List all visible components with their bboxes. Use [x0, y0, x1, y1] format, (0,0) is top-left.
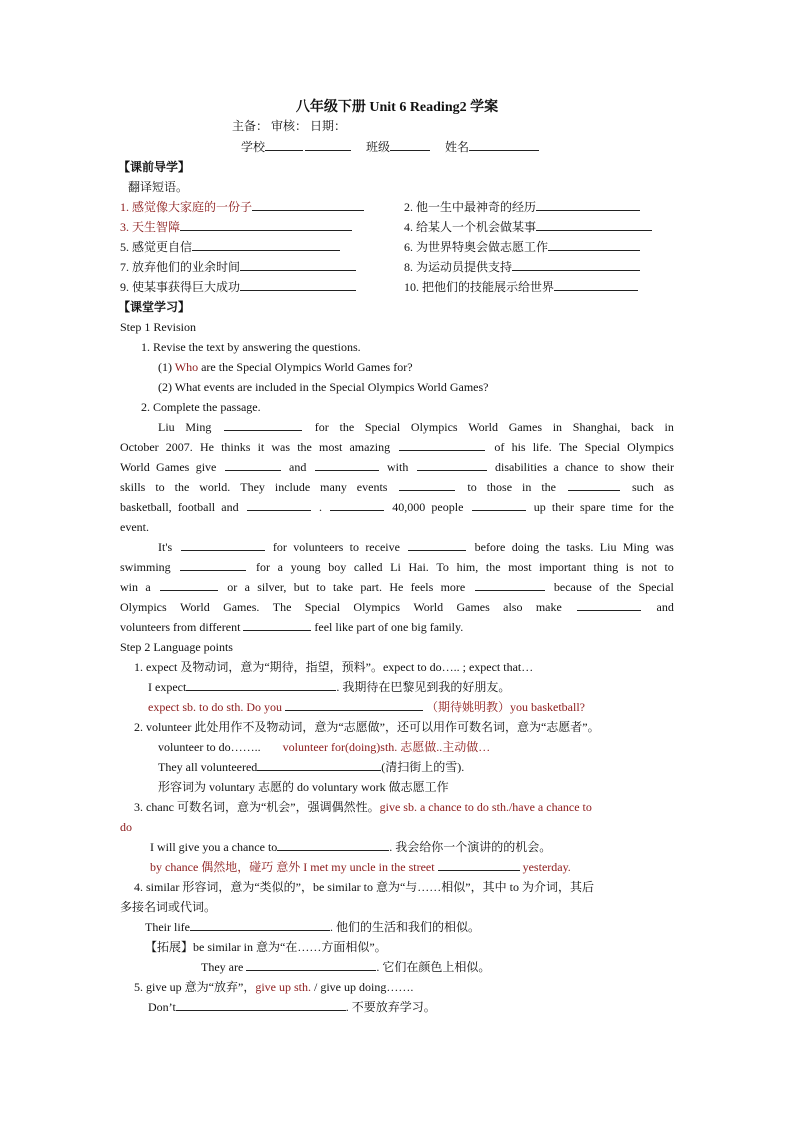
passage-word: Olympics [353, 600, 401, 614]
passage-word: Olympics [410, 420, 458, 434]
passage-word: also [503, 600, 523, 614]
phrase-item-7: 7. 放弃他们的业余时间 [120, 259, 356, 275]
passage-word: his [511, 440, 526, 454]
passage-word: to [155, 480, 165, 494]
passage-word: because [553, 580, 592, 594]
passage-word: Ming [622, 540, 649, 554]
passage-word: it [257, 440, 265, 454]
passage-line [120, 579, 674, 595]
answer-blank[interactable] [536, 219, 652, 231]
phrase-item-10: 10. 把他们的技能展示给世界 [404, 279, 638, 295]
passage-word: thinks [221, 440, 251, 454]
passage-word: They [240, 480, 265, 494]
passage-word: Games. [223, 600, 260, 614]
answer-blank[interactable] [512, 259, 640, 271]
passage-word: to [664, 560, 674, 574]
point-3-continued: do [120, 820, 132, 834]
passage-word: tasks. [566, 540, 594, 554]
passage-word: skills [120, 480, 146, 494]
passage-word: the [616, 580, 632, 594]
passage-word: back [631, 420, 654, 434]
passage-word: in [664, 420, 674, 434]
passage-word: volunteers [293, 540, 344, 554]
passage-word: more [440, 580, 466, 594]
passage-word: world. [199, 480, 231, 494]
passage-word: time [611, 500, 633, 514]
passage-word: 40,000 [392, 500, 426, 514]
passage-word: Special [304, 600, 341, 614]
passage-word: the [297, 440, 312, 454]
passage-line [120, 459, 674, 475]
passage-word: . [318, 500, 322, 514]
answer-blank[interactable] [252, 199, 364, 211]
passage-word: most [508, 560, 532, 574]
point-2-example: They all volunteered (清扫街上的雪). [158, 760, 465, 774]
passage-word: important [539, 560, 586, 574]
point-5-example: Don’t . 不要放弃学习。 [148, 1000, 436, 1014]
passage-word: the [659, 500, 674, 514]
passage-line [120, 599, 674, 615]
passage-word: basketball, [120, 500, 172, 514]
phrase-item-5: 5. 感觉更自信 [120, 239, 340, 255]
passage-word: He [199, 440, 214, 454]
answer-blank[interactable] [472, 499, 526, 511]
answer-blank[interactable] [330, 499, 384, 511]
step1-task1: 1. Revise the text by answering the questions. [141, 340, 361, 354]
passage-word: amazing [349, 440, 391, 454]
translate-instruction: 翻译短语。 [128, 180, 189, 194]
passage-word: Games [156, 460, 190, 474]
answer-blank[interactable] [475, 579, 545, 591]
answer-blank[interactable] [225, 459, 281, 471]
passage-word: and [289, 460, 307, 474]
passage-word: It's [158, 540, 173, 554]
passage-word: called [353, 560, 383, 574]
point-1: 1. expect 及物动词，意为“期待，指望，预料”。expect to do….. ; expect that… [134, 660, 534, 674]
passage-word: and [656, 600, 674, 614]
point-2-usage: volunteer to do…….. volunteer for(doing)sth. 志愿做..主动做… [158, 740, 491, 754]
answer-blank[interactable] [180, 219, 352, 231]
passage-word: to [349, 540, 359, 554]
passage-word: for [255, 560, 270, 574]
passage-word: 2007. [165, 440, 193, 454]
passage-word: take [333, 580, 354, 594]
point-3-by-chance: by chance 偶然地，碰巧 意外 I met my uncle in the street yesterday. [150, 860, 571, 874]
passage-word: events [356, 480, 388, 494]
passage-word: a [145, 580, 151, 594]
answer-blank[interactable] [246, 959, 376, 971]
passage-word: their [651, 460, 674, 474]
passage-word: the [545, 540, 561, 554]
passage-word: of [599, 580, 610, 594]
answer-blank[interactable] [577, 599, 641, 611]
passage-line-end: event. [120, 520, 149, 534]
passage-word: was [271, 440, 291, 454]
phrase-item-2: 2. 他一生中最神奇的经历 [404, 199, 640, 215]
point-4: 4. similar 形容词，意为“类似的”，be similar to 意为“与……相似”，其中 to 为介词，其后 [134, 880, 594, 894]
passage-word: disabilities [495, 460, 547, 474]
passage-word: football [177, 500, 216, 514]
answer-blank[interactable] [438, 859, 520, 871]
answer-blank[interactable] [181, 539, 265, 551]
passage-word: Shanghai, [572, 420, 621, 434]
name-blank[interactable] [469, 139, 539, 151]
passage-word: show [620, 460, 646, 474]
passage-word: Liu [158, 420, 175, 434]
passage-word: Li [390, 560, 401, 574]
answer-blank[interactable] [247, 499, 311, 511]
passage-word: World [468, 420, 498, 434]
question-2: (2) What events are included in the Special Olympics World Games? [158, 380, 489, 394]
passage-word: was [655, 540, 674, 554]
passage-word: receive [365, 540, 400, 554]
passage-word: make [535, 600, 562, 614]
passage-word: but [293, 580, 310, 594]
phrase-item-8: 8. 为运动员提供支持 [404, 259, 640, 275]
student-info-line [241, 139, 539, 155]
point-2: 2. volunteer 此处用作不及物动词，意为“志愿做”，还可以用作可数名词，意为“志愿者”。 [134, 720, 600, 734]
step2-heading: Step 2 Language points [120, 640, 233, 654]
point-4-continued: 多接名词或代词。 [120, 900, 217, 914]
in-class-heading: 【课堂学习】 [118, 300, 191, 314]
passage-word: The [558, 440, 578, 454]
passage-word: a [553, 460, 559, 474]
passage-word: feels [410, 580, 434, 594]
passage-word: World [413, 600, 444, 614]
school-label: 学校 [241, 140, 266, 154]
passage-word: chance [564, 460, 599, 474]
point-1-example-1: I expect . 我期待在巴黎见到我的好朋友。 [148, 680, 511, 694]
pre-class-heading: 【课前导学】 [118, 160, 191, 174]
passage-word: To [436, 560, 449, 574]
phrase-item-3: 3. 天生智障 [120, 219, 352, 235]
answer-blank[interactable] [285, 699, 423, 711]
passage-word: part. [360, 580, 382, 594]
point-3: 3. chanc 可数名词，意为“机会”，强调偶然性。give sb. a chance to do sth./have a chance to [134, 800, 592, 814]
answer-blank[interactable] [240, 259, 356, 271]
answer-blank[interactable] [186, 679, 336, 691]
passage-word: Olympics [627, 440, 674, 454]
point-4-extension: 【拓展】be similar in 意为“在……方面相似”。 [145, 940, 387, 954]
name-label: 姓名 [445, 140, 470, 154]
passage-line [120, 559, 674, 575]
passage-word: the [174, 480, 190, 494]
passage-word: He [389, 580, 404, 594]
passage-word: a [277, 560, 283, 574]
passage-word: those [486, 480, 513, 494]
answer-blank[interactable] [192, 239, 340, 251]
answer-blank[interactable] [257, 759, 381, 771]
passage-line [120, 479, 674, 495]
point-5: 5. give up 意为“放弃”，give up sth. / give up doing……. [134, 980, 414, 994]
passage-word: a [244, 580, 250, 594]
question-1: (1) Who are the Special Olympics World Games for? [158, 360, 413, 374]
point-1-example-2: expect sb. to do sth. Do you （期待姚明教）you basketball? [148, 700, 585, 714]
passage-word: many [320, 480, 347, 494]
answer-blank[interactable] [417, 459, 487, 471]
passage-word: Games [456, 600, 490, 614]
meta-line: 主备： 审核： 日期： [232, 119, 347, 133]
passage-line [120, 499, 674, 515]
passage-word: Hai. [408, 560, 429, 574]
passage-word: their [551, 500, 574, 514]
passage-line [120, 439, 674, 455]
point-2-adjective: 形容词为 voluntary 志愿的 do voluntary work 做志愿工作 [158, 780, 449, 794]
passage-word: life. [532, 440, 552, 454]
answer-blank[interactable] [568, 479, 620, 491]
answer-blank[interactable] [180, 559, 246, 571]
passage-word: with [387, 460, 409, 474]
answer-blank[interactable] [240, 279, 356, 291]
passage-line [158, 419, 674, 435]
passage-word: October [120, 440, 159, 454]
passage-word: to [604, 460, 614, 474]
passage-word: Olympics [120, 600, 167, 614]
passage-word: such [631, 480, 654, 494]
passage-word: for [272, 540, 287, 554]
point-4-example: Their life . 他们的生活和我们的相似。 [145, 920, 480, 934]
answer-blank[interactable] [399, 439, 485, 451]
answer-blank[interactable] [277, 839, 389, 851]
passage-line [158, 539, 674, 555]
answer-blank[interactable] [536, 199, 640, 211]
passage-word: and [221, 500, 239, 514]
answer-blank[interactable] [224, 419, 302, 431]
answer-blank[interactable] [554, 279, 638, 291]
step1-task2: 2. Complete the passage. [141, 400, 261, 414]
passage-word: to [316, 580, 326, 594]
passage-word: silver, [257, 580, 287, 594]
passage-word: before [474, 540, 506, 554]
passage-word: the [541, 480, 556, 494]
passage-word: Ming [185, 420, 212, 434]
class-blank[interactable] [390, 139, 430, 151]
passage-word: Games [508, 420, 543, 434]
passage-word: young [290, 560, 321, 574]
passage-word: not [641, 560, 657, 574]
answer-blank[interactable] [160, 579, 218, 591]
answer-blank[interactable] [548, 239, 640, 251]
passage-word: include [274, 480, 311, 494]
passage-word: in [522, 480, 532, 494]
passage-word: Special [638, 580, 674, 594]
passage-word: Liu [599, 540, 617, 554]
passage-word: for [639, 500, 653, 514]
phrase-item-1: 1. 感觉像大家庭的一份子 [120, 199, 364, 215]
point-3-example: I will give you a chance to . 我会给你一个演讲的的机会。 [150, 840, 552, 854]
class-label: 班级 [366, 140, 391, 154]
passage-word: up [533, 500, 546, 514]
passage-word: is [625, 560, 634, 574]
page-title: 八年级下册 Unit 6 Reading2 学案 [295, 100, 499, 115]
passage-word: for [314, 420, 329, 434]
passage-word: The [272, 600, 292, 614]
passage-word: World [180, 600, 210, 614]
phrase-item-6: 6. 为世界特奥会做志愿工作 [404, 239, 640, 255]
passage-word: of [494, 440, 505, 454]
passage-word: people [431, 500, 464, 514]
answer-blank[interactable] [399, 479, 455, 491]
point-4-extension-example: They are . 它们在颜色上相似。 [201, 960, 491, 974]
passage-word: in [552, 420, 563, 434]
passage-word: the [485, 560, 501, 574]
passage-word: doing [511, 540, 540, 554]
answer-blank[interactable] [176, 999, 346, 1011]
passage-word: Special [364, 420, 401, 434]
passage-word: World [120, 460, 150, 474]
phrase-item-9: 9. 使某事获得巨大成功 [120, 279, 356, 295]
passage-word: him, [456, 560, 479, 574]
passage-word: or [227, 580, 238, 594]
passage-word: thing [593, 560, 619, 574]
passage-word: swimming [120, 560, 171, 574]
answer-blank[interactable] [408, 539, 466, 551]
passage-word: to [467, 480, 477, 494]
school-blank[interactable] [265, 139, 303, 151]
passage-word: most [319, 440, 343, 454]
passage-line-end: volunteers from different feel like part of one big family. [120, 620, 464, 634]
passage-word: boy [328, 560, 347, 574]
passage-word: as [663, 480, 674, 494]
answer-blank[interactable] [190, 919, 330, 931]
answer-blank[interactable] [315, 459, 379, 471]
passage-word: win [120, 580, 138, 594]
passage-word: give [195, 460, 217, 474]
passage-word: the [339, 420, 355, 434]
passage-word: spare [580, 500, 606, 514]
school-blank-2[interactable] [305, 139, 351, 151]
step1-heading: Step 1 Revision [120, 320, 197, 334]
answer-blank[interactable] [243, 619, 311, 631]
passage-word: Special [584, 440, 620, 454]
phrase-item-4: 4. 给某人一个机会做某事 [404, 219, 652, 235]
